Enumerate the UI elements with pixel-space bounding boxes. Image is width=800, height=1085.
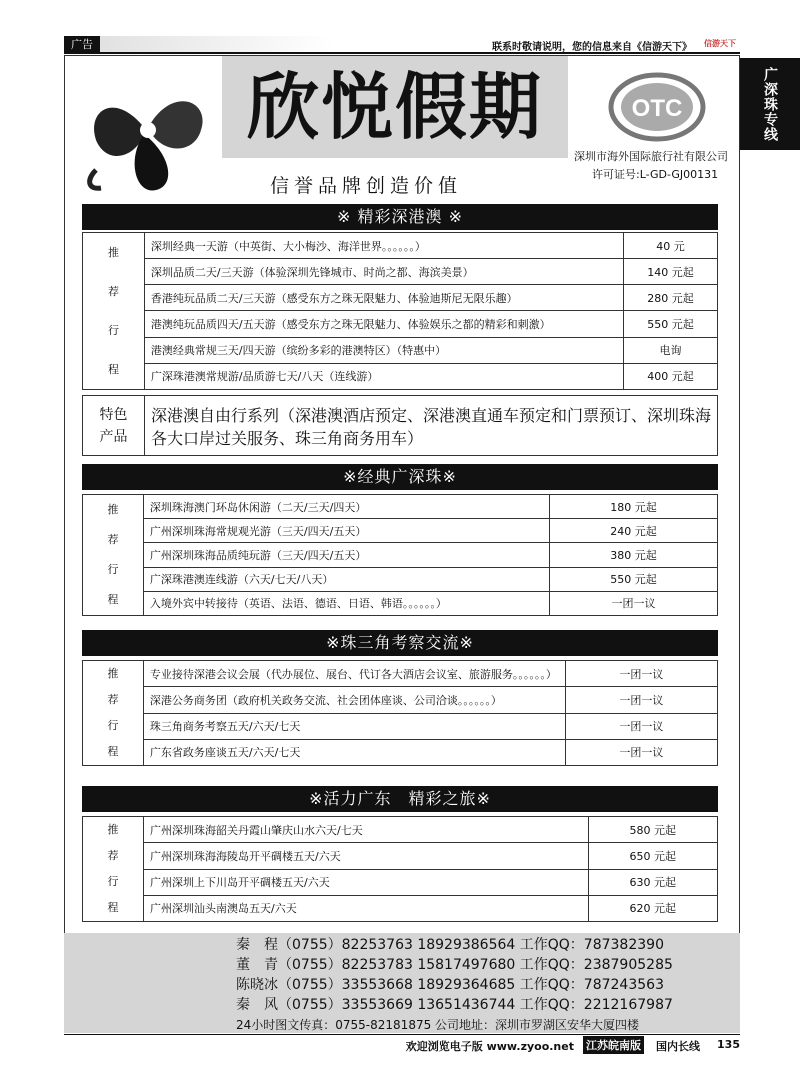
- itinerary-price: 一团一议: [549, 591, 717, 615]
- table-row: [83, 311, 718, 337]
- itinerary-name: 深圳经典一天游（中英街、大小梅沙、海洋世界。。。。。。）: [144, 233, 623, 259]
- fax-address: 24小时图文传真：0755-82181875 公司地址：深圳市罗湖区安华大厦四楼: [236, 1018, 640, 1032]
- table-row: [83, 567, 718, 591]
- ad-tag: 广告: [64, 36, 100, 54]
- section-title: ※经典广深珠※: [82, 464, 718, 490]
- contact-row: [236, 975, 740, 995]
- itinerary-table: [82, 660, 718, 766]
- itinerary-name: 专业接待深港会议会展（代办展位、展台、代订各大酒店会议室、旅游服务。。。。。。）: [143, 661, 565, 687]
- table-row: [83, 495, 718, 519]
- contact-name: 陈晓冰: [236, 977, 278, 993]
- flower-logo-icon: [76, 70, 216, 200]
- table-row: [83, 285, 718, 311]
- itinerary-name: 深港公务商务团（政府机关政务交流、社会团体座谈、公司洽谈。。。。。。）: [143, 687, 565, 713]
- table-row: [83, 817, 718, 843]
- itinerary-price: 一团一议: [565, 687, 717, 713]
- table-row: [83, 843, 718, 869]
- feature-table: [82, 395, 718, 456]
- contact-name: 董 青: [236, 957, 278, 973]
- table-row: [83, 687, 718, 713]
- itinerary-price: 一团一议: [565, 713, 717, 739]
- table-row: [83, 259, 718, 285]
- itinerary-name: 广州深圳珠海常规观光游（三天/四天/五天）: [143, 519, 549, 543]
- itinerary-name: 广深珠港澳连线游（六天/七天/八天）: [143, 567, 549, 591]
- contact-row: [236, 995, 740, 1015]
- itinerary-name: 广东省政务座谈五天/六天/七天: [143, 739, 565, 765]
- itinerary-price: 550 元起: [624, 311, 718, 337]
- website-link[interactable]: 欢迎浏览电子版 www.zyoo.net: [405, 1040, 574, 1053]
- itinerary-name: 珠三角商务考察五天/六天/七天: [143, 713, 565, 739]
- brand-name: 欣悦假期: [222, 56, 568, 158]
- publication-logo: 信游天下: [704, 39, 736, 48]
- itinerary-name: 广州深圳上下川岛开平碉楼五天/六天: [143, 869, 588, 895]
- itinerary-name: 广州深圳汕头南澳岛五天/六天: [143, 895, 588, 921]
- top-bar: [64, 36, 740, 54]
- itinerary-price: 620 元起: [588, 895, 717, 921]
- side-tab: 广深珠专线: [740, 58, 800, 150]
- page-number: 135: [717, 1038, 740, 1051]
- itinerary-name: 深圳品质二天/三天游（体验深圳先锋城市、时尚之都、海滨美景）: [144, 259, 623, 285]
- itinerary-price: 650 元起: [588, 843, 717, 869]
- otc-logo-icon: [608, 72, 706, 142]
- itinerary-name: 港澳经典常规三天/四天游（缤纷多彩的港澳特区）（特惠中）: [144, 337, 623, 363]
- contact-panel: [64, 933, 740, 1033]
- itinerary-price: 电询: [624, 337, 718, 363]
- table-row: [83, 337, 718, 363]
- license-number: 许可证号:L-GD-GJ00131: [592, 168, 719, 181]
- itinerary-table: [82, 232, 718, 390]
- table-row: [83, 591, 718, 615]
- table-row: [83, 543, 718, 567]
- itinerary-price: 630 元起: [588, 869, 717, 895]
- contact-note: 联系时敬请说明，您的信息来自《信游天下》: [492, 42, 692, 53]
- itinerary-price: 240 元起: [549, 519, 717, 543]
- itinerary-name: 广深珠港澳常规游/品质游七天/八天（连线游）: [144, 363, 623, 389]
- itinerary-price: 400 元起: [624, 363, 718, 389]
- company-name: 深圳市海外国际旅行社有限公司: [574, 150, 728, 163]
- itinerary-name: 入境外宾中转接待（英语、法语、德语、日语、韩语。。。。。。）: [143, 591, 549, 615]
- itinerary-price: 一团一议: [565, 739, 717, 765]
- itinerary-name: 广州深圳珠海品质纯玩游（三天/四天/五天）: [143, 543, 549, 567]
- table-row: [83, 363, 718, 389]
- table-row: [83, 233, 718, 259]
- itinerary-price: 580 元起: [588, 817, 717, 843]
- edition-badge: 江苏皖南版: [583, 1036, 644, 1054]
- section-title: ※珠三角考察交流※: [82, 630, 718, 656]
- table-row: [83, 713, 718, 739]
- contact-details: （0755）33553668 18929364685 工作QQ：787243563: [278, 977, 664, 993]
- table-row: [83, 739, 718, 765]
- itinerary-name: 港澳纯玩品质四天/五天游（感受东方之珠无限魅力、体验娱乐之都的精彩和刺激）: [144, 311, 623, 337]
- side-label: 推 荐 行 程: [83, 817, 144, 922]
- itinerary-name: 香港纯玩品质二天/三天游（感受东方之珠无限魅力、体验迪斯尼无限乐趣）: [144, 285, 623, 311]
- itinerary-table: [82, 816, 718, 922]
- side-label: 推 荐 行 程: [83, 495, 144, 616]
- itinerary-price: 280 元起: [624, 285, 718, 311]
- itinerary-price: 一团一议: [565, 661, 717, 687]
- contact-row: [236, 955, 740, 975]
- contact-name: 秦 风: [236, 997, 278, 1013]
- itinerary-price: 140 元起: [624, 259, 718, 285]
- feature-label: 特色 产品: [83, 396, 145, 456]
- section-title: ※ 精彩深港澳 ※: [82, 204, 718, 230]
- itinerary-price: 380 元起: [549, 543, 717, 567]
- itinerary-price: 40 元: [624, 233, 718, 259]
- table-row: [83, 869, 718, 895]
- side-label: 推 荐 行 程: [83, 233, 145, 390]
- contact-details: （0755）82253783 15817497680 工作QQ：2387905285: [278, 957, 673, 973]
- itinerary-price: 550 元起: [549, 567, 717, 591]
- itinerary-name: 广州深圳珠海韶关丹霞山肇庆山水六天/七天: [143, 817, 588, 843]
- table-row: [83, 661, 718, 687]
- contact-row: [236, 935, 740, 955]
- itinerary-table: [82, 494, 718, 616]
- section-name: 国内长线: [656, 1040, 700, 1053]
- itinerary-name: 广州深圳珠海海陵岛开平碉楼五天/六天: [143, 843, 588, 869]
- side-label: 推 荐 行 程: [83, 661, 144, 766]
- feature-text: 深港澳自由行系列（深港澳酒店预定、深港澳直通车预定和门票预订、深圳珠海各大口岸过关服务、珠三角商务用车）: [145, 396, 718, 456]
- table-row: [83, 895, 718, 921]
- contact-details: （0755）82253763 18929386564 工作QQ：787382390: [278, 937, 664, 953]
- slogan: 信誉品牌创造价值: [270, 175, 463, 197]
- otc-logo-text: OTC: [631, 95, 683, 122]
- itinerary-name: 深圳珠海澳门环岛休闲游（二天/三天/四天）: [143, 495, 549, 519]
- table-row: [83, 519, 718, 543]
- contact-details: （0755）33553669 13651436744 工作QQ：2212167987: [278, 997, 673, 1013]
- page-footer: [64, 1034, 740, 1054]
- section-title: ※活力广东 精彩之旅※: [82, 786, 718, 812]
- contact-name: 秦 程: [236, 937, 278, 953]
- itinerary-price: 180 元起: [549, 495, 717, 519]
